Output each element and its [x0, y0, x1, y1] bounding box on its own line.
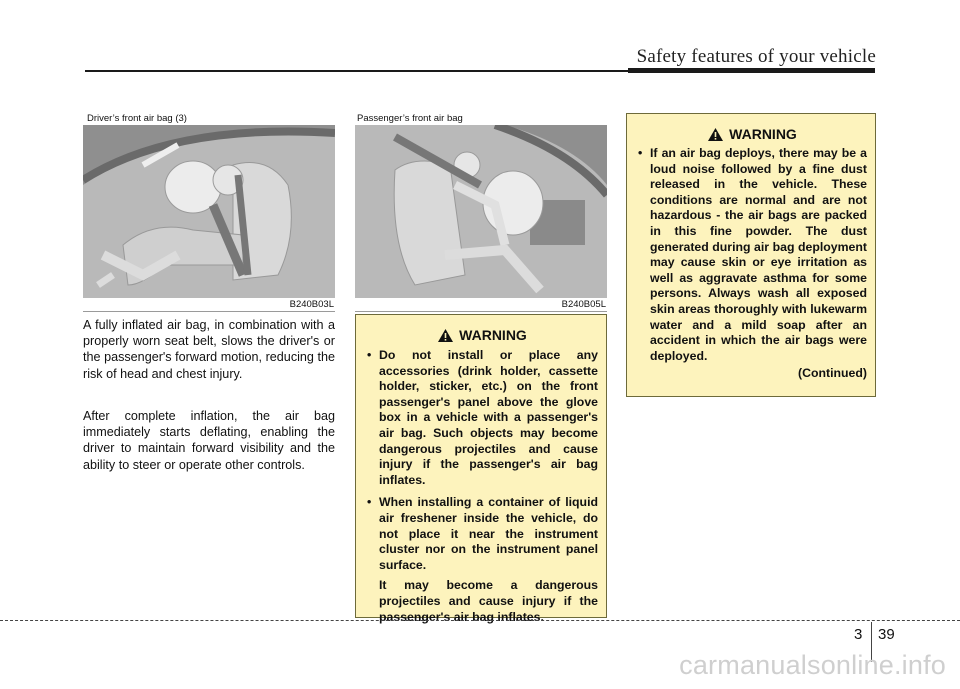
- figure-caption-driver: Driver’s front air bag (3): [87, 113, 187, 124]
- driver-airbag-illustration-icon: [83, 125, 335, 298]
- body-paragraph: After complete inflation, the air bag immediately starts deflating, enabling the driver to maintain forward visibility and the ability to steer or operate other controls.: [83, 409, 335, 472]
- figure-code-passenger: B240B05L: [561, 299, 606, 310]
- figure-divider: [355, 311, 607, 312]
- figure-code-driver: B240B03L: [289, 299, 334, 310]
- warning-item-text: If an air bag deploys, there may be a loud noise followed by a fine dust released in the vehicle. These conditions are normal and are not hazardous - the air bags are packed in this fine powder. The dust generated during air bag deployment may cause skin or eye irritation as well as aggravate asthma for some persons. Always wash all exposed skin areas thoroughly with lukewarm water and a mild soap after an accident in which the air bags were deployed.: [650, 146, 867, 363]
- figure-divider: [83, 311, 335, 312]
- header-rule-accent: [628, 68, 875, 73]
- figure-caption-passenger: Passenger’s front air bag: [357, 113, 463, 124]
- passenger-airbag-illustration-icon: [355, 125, 607, 298]
- body-paragraph: A fully inflated air bag, in combination with a properly worn seat belt, slows the driver's or the passenger's forward motion, reducing the risk of head and chest injury.: [83, 318, 335, 381]
- warning-item: [638, 146, 867, 364]
- footer-rule: [0, 620, 960, 621]
- warning-item-text: Do not install or place any accessories (drink holder, cassette holder, sticker, etc.) on the front passenger's panel above the glove box in a vehicle with a passenger's air bag. Such objects may become dangerous projectiles and cause injury if the passenger's air bag inflates.: [379, 348, 598, 487]
- warning-triangle-icon: [438, 329, 453, 342]
- warning-triangle-icon: [708, 128, 723, 141]
- watermark: carmanualsonline.info: [679, 650, 946, 680]
- continued-label: (Continued): [798, 366, 867, 381]
- warning-heading: [638, 126, 867, 142]
- bullet-icon: •: [367, 495, 372, 510]
- warning-box-accessories: [355, 314, 607, 624]
- warning-item-text: It may become a dangerous projectiles and cause injury if the passenger's air bag inflates.: [379, 578, 598, 624]
- warning-box-dust: [626, 113, 876, 397]
- warning-title: WARNING: [729, 126, 797, 142]
- section-title: Safety features of your vehicle: [636, 46, 876, 67]
- warning-item-continuation: [367, 578, 598, 625]
- bullet-icon: •: [638, 146, 643, 160]
- passenger-airbag-figure: [355, 125, 607, 298]
- page-number: 39: [878, 626, 895, 643]
- warning-item: [367, 495, 598, 573]
- warning-item: [367, 348, 598, 488]
- warning-title: WARNING: [459, 327, 527, 343]
- driver-airbag-figure: [83, 125, 335, 298]
- warning-item-text: When installing a container of liquid air freshener inside the vehicle, do not place it near the instrument cluster nor on the instrument panel surface.: [379, 495, 598, 572]
- bullet-icon: •: [367, 348, 372, 362]
- chapter-number: 3: [854, 626, 863, 643]
- warning-heading: [367, 327, 598, 343]
